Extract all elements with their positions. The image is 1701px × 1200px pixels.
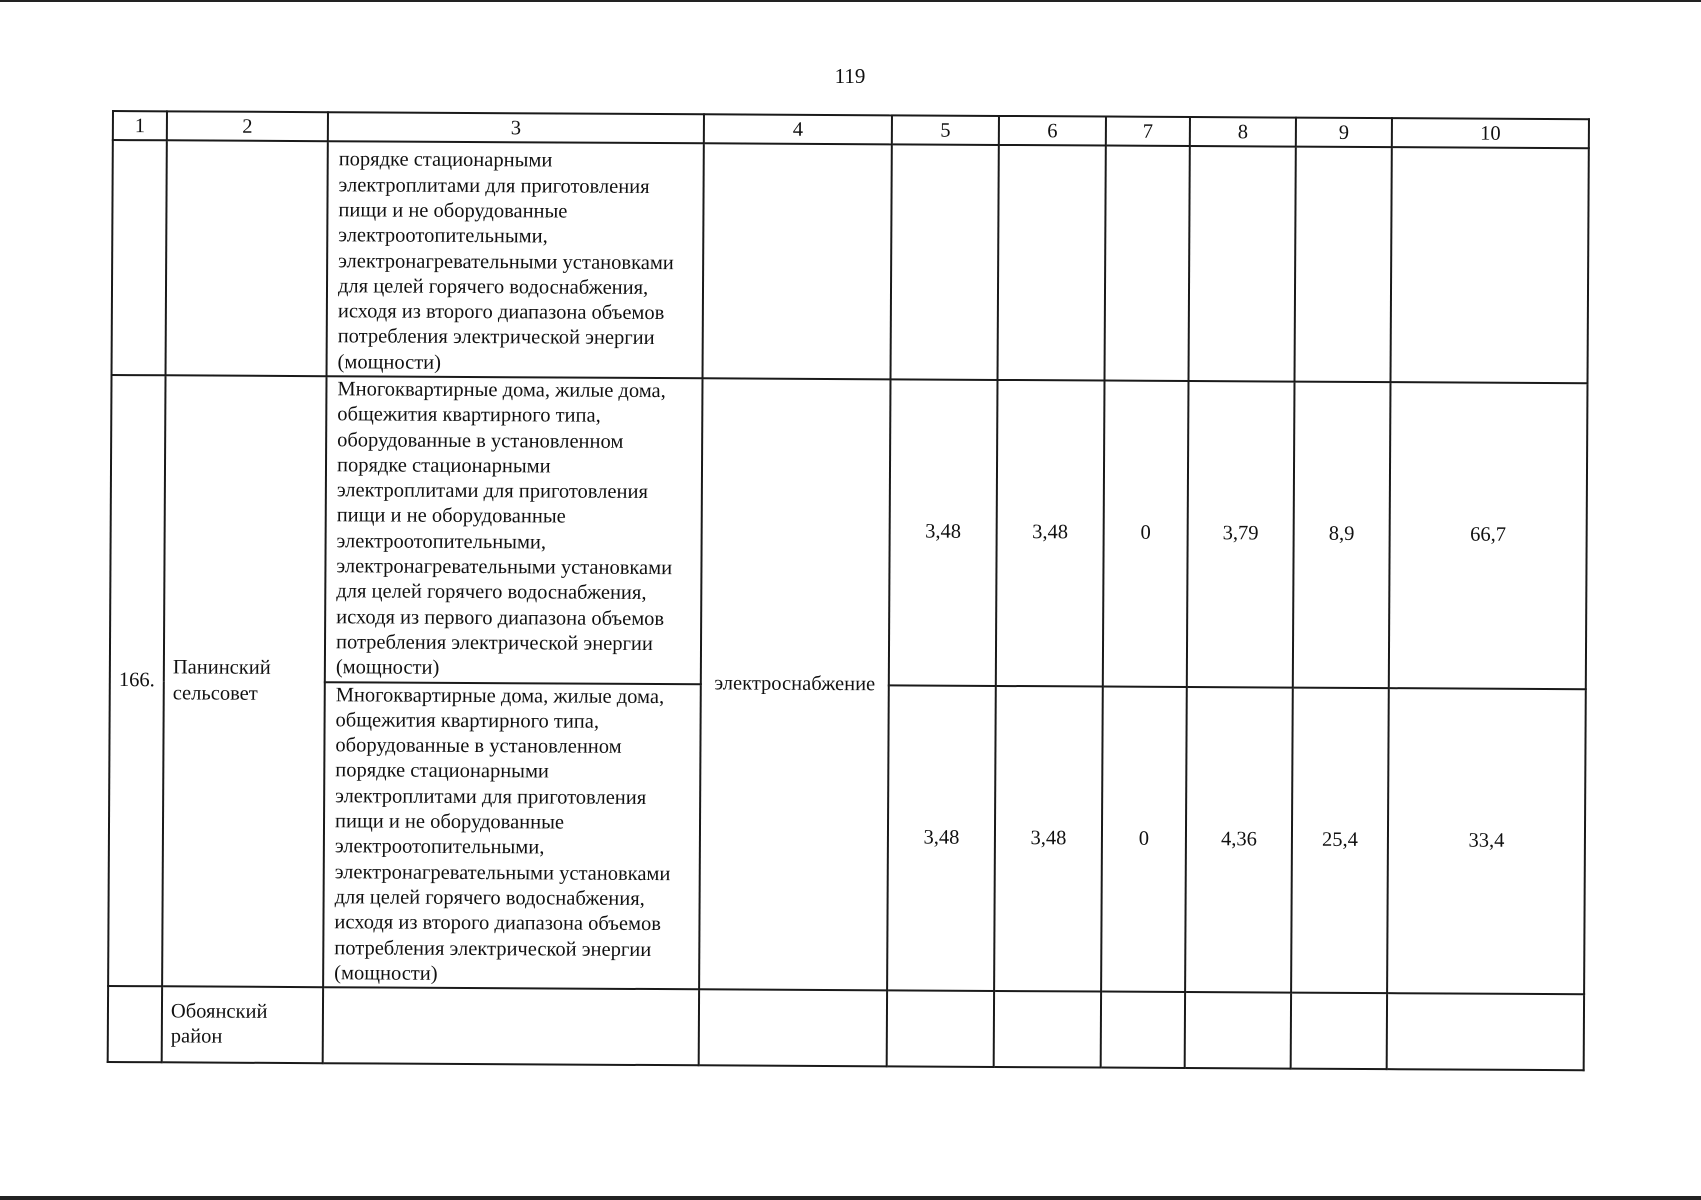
district-col-7 <box>1101 992 1185 1068</box>
continuation-row <box>112 140 1589 383</box>
district-col-9 <box>1291 993 1387 1070</box>
entry-number: 166. <box>108 375 165 986</box>
row-1-val-10: 66,7 <box>1389 382 1588 689</box>
cont-service <box>703 143 892 379</box>
header-col-5: 5 <box>892 115 999 145</box>
cont-val-10 <box>1391 147 1589 383</box>
header-col-4: 4 <box>704 114 892 144</box>
header-col-9: 9 <box>1296 118 1392 148</box>
header-col-1: 1 <box>113 111 167 140</box>
entry-service: электроснабжение <box>699 378 890 990</box>
row-2-val-8: 4,36 <box>1185 687 1293 993</box>
row-1-val-5: 3,48 <box>889 379 998 685</box>
header-col-10: 10 <box>1392 118 1589 148</box>
district-col-6 <box>994 991 1101 1068</box>
header-col-3: 3 <box>328 112 704 143</box>
header-col-2: 2 <box>167 111 328 141</box>
cont-val-5 <box>891 144 999 380</box>
district-col-8 <box>1185 992 1291 1069</box>
cont-num <box>112 140 167 375</box>
row-2-val-10: 33,4 <box>1387 688 1586 995</box>
district-col-5 <box>887 990 994 1067</box>
district-name: Обоянский район <box>162 986 323 1063</box>
row-1-val-8: 3,79 <box>1187 381 1295 687</box>
row-2-val-6: 3,48 <box>994 686 1103 992</box>
row-2-val-5: 3,48 <box>887 685 996 991</box>
row-2-val-7: 0 <box>1101 686 1187 992</box>
cont-val-7 <box>1105 146 1190 381</box>
row-1-val-6: 3,48 <box>996 380 1105 686</box>
cont-val-8 <box>1189 146 1296 382</box>
cont-name <box>166 140 328 376</box>
cont-val-9 <box>1295 147 1392 383</box>
entry-name: Панинский сельсовет <box>162 375 326 987</box>
header-col-8: 8 <box>1190 117 1296 147</box>
district-col-3 <box>323 987 699 1065</box>
district-row <box>108 986 1584 1070</box>
district-num <box>108 986 162 1062</box>
row-1-description: Многоквартирные дома, жилые дома, общежития квартирного типа, оборудованные в установленном порядке стационарными электроплитами для приготовления пищи и не оборудованные электроотопительными, электронагревательными установками для целей горячего водоснабжения, исходя из первого диапазона объемов потребления электрической энергии (мощности) <box>325 376 703 684</box>
scan-border-bottom <box>0 1196 1701 1200</box>
cont-val-6 <box>998 145 1106 381</box>
table-row <box>110 375 1588 689</box>
scan-border-top <box>0 0 1701 2</box>
district-col-10 <box>1387 993 1584 1070</box>
header-col-6: 6 <box>999 116 1106 146</box>
header-col-7: 7 <box>1106 117 1190 146</box>
cont-description: порядке стационарными электроплитами для приготовления пищи и не оборудованные электроотопительными, электронагревательными установками для целей горячего водоснабжения, исходя из второго диапазона объемов потребления электрической энергии (мощности) <box>327 141 704 378</box>
page-number: 119 <box>834 64 866 88</box>
district-col-4 <box>699 989 887 1066</box>
tariff-table <box>107 110 1590 1071</box>
row-2-val-9: 25,4 <box>1291 687 1389 993</box>
row-2-description: Многоквартирные дома, жилые дома, общежития квартирного типа, оборудованные в установленном порядке стационарными электроплитами для приготовления пищи и не оборудованные электроотопительными, электронагревательными установками для целей горячего водоснабжения, исходя из второго диапазона объемов потребления электрической энергии (мощности) <box>323 682 701 990</box>
row-1-val-7: 0 <box>1103 381 1189 687</box>
row-1-val-9: 8,9 <box>1293 382 1391 688</box>
